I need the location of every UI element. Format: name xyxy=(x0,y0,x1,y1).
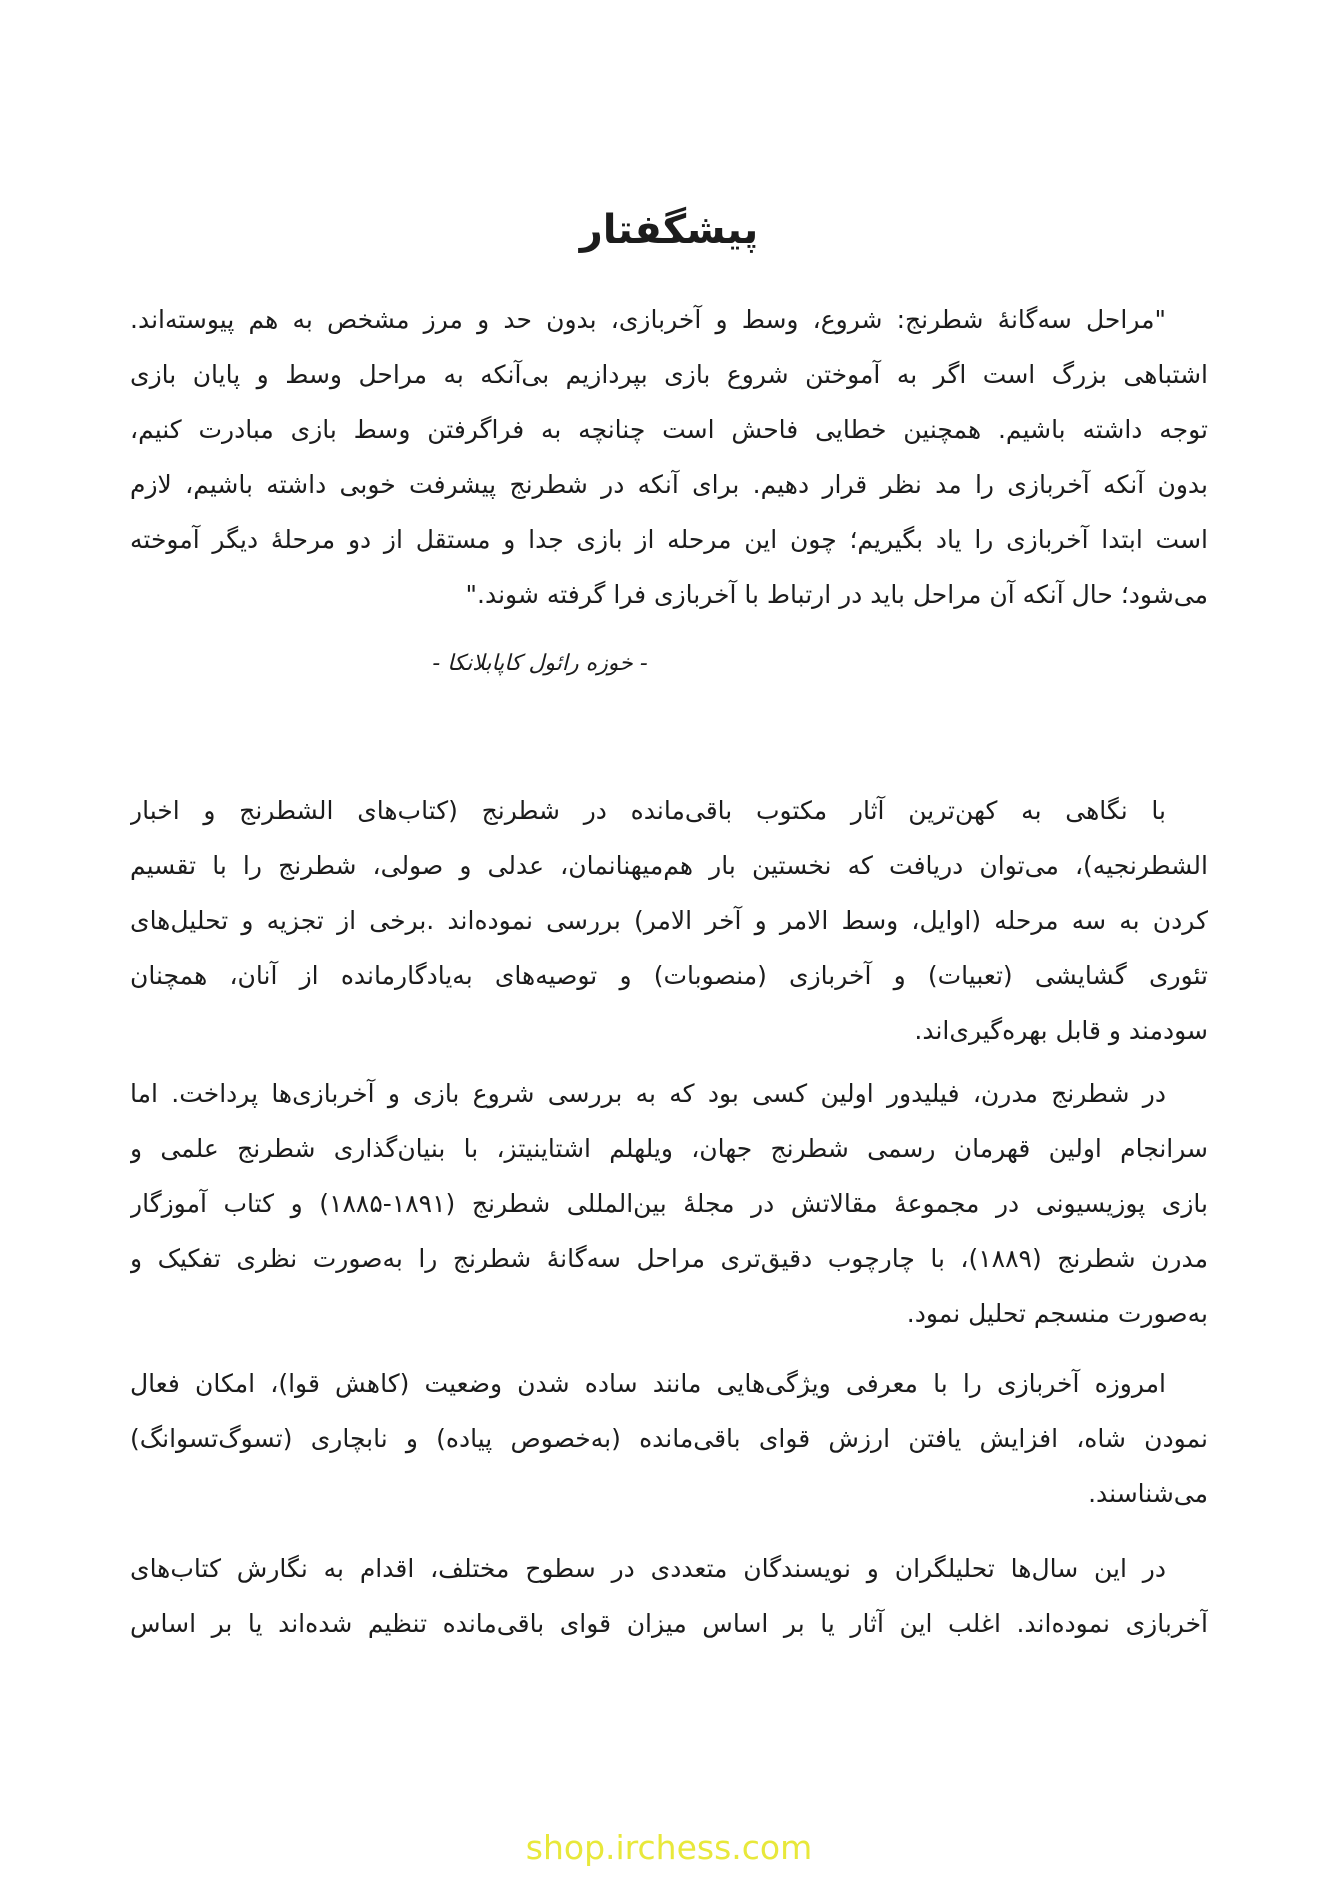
quote-line: توجه داشته باشیم. همچنین خطایی فاحش است چنانچه به فراگرفتن وسط بازی مبادرت کنیم، xyxy=(130,415,1208,444)
paragraph-line: تئوری گشایشی (تعبیات) و آخربازی (منصوبات) و توصیه‌های به‌یادگارمانده از آنان، همچنان xyxy=(130,961,1208,990)
paragraph-line: به‌صورت منسجم تحلیل نمود. xyxy=(906,1299,1208,1328)
paragraph-line: کردن به سه مرحله (اوایل، وسط الامر و آخر الامر) بررسی نموده‌اند .برخی از تجزیه و تحلیل‌های xyxy=(130,906,1208,935)
quote-line: می‌شود؛ حال آنکه آن مراحل باید در ارتباط با آخربازی فرا گرفته شوند." xyxy=(465,580,1208,609)
quote-line: است ابتدا آخربازی را یاد بگیریم؛ چون این مرحله از بازی جدا و مستقل از دو مرحلهٔ دیگر آموخته xyxy=(130,525,1208,554)
paragraph-line: در شطرنج مدرن، فیلیدور اولین کسی بود که به بررسی شروع بازی و آخربازی‌ها پرداخت. اما xyxy=(130,1079,1166,1108)
paragraph xyxy=(130,783,1208,1058)
quote-line: "مراحل سه‌گانهٔ شطرنج: شروع، وسط و آخربازی، بدون حد و مرز مشخص به هم پیوسته‌اند. xyxy=(130,305,1166,334)
paragraph-line: با نگاهی به کهن‌ترین آثار مکتوب باقی‌مانده در شطرنج (کتاب‌های الشطرنج و اخبار xyxy=(130,796,1166,825)
paragraph-line: الشطرنجیه)، می‌توان دریافت که نخستین بار هم‌میهنانمان، عدلی و صولی، شطرنج را با تقسیم xyxy=(130,851,1208,880)
paragraph-line: آخربازی نموده‌اند. اغلب این آثار یا بر اساس میزان قوای باقی‌مانده تنظیم شده‌اند یا بر اساس xyxy=(130,1609,1208,1638)
quote-line: بدون آنکه آخربازی را مد نظر قرار دهیم. برای آنکه در شطرنج پیشرفت خوبی داشته باشیم، لازم xyxy=(130,470,1208,499)
paragraph-line: بازی پوزیسیونی در مجموعهٔ مقالاتش در مجلهٔ بین‌المللی شطرنج (۱۸۹۱-۱۸۸۵) و کتاب آموزگار xyxy=(130,1189,1208,1218)
paragraph-line: امروزه آخربازی را با معرفی ویژگی‌هایی مانند ساده شدن وضعیت (کاهش قوا)، امکان فعال xyxy=(130,1369,1166,1398)
page-title: پیشگفتار xyxy=(579,207,759,253)
paragraph xyxy=(130,1541,1208,1651)
footer xyxy=(0,1825,1338,1870)
paragraph-line: در این سال‌ها تحلیلگران و نویسندگان متعددی در سطوح مختلف، اقدام به نگارش کتاب‌های xyxy=(130,1554,1166,1583)
paragraph-line: مدرن شطرنج (۱۸۸۹)، با چارچوب دقیق‌تری مراحل سه‌گانهٔ شطرنج را به‌صورت نظری تفکیک و xyxy=(130,1244,1208,1273)
paragraph-line: نمودن شاه، افزایش یافتن ارزش قوای باقی‌مانده (به‌خصوص پیاده) و نابچاری (تسوگ‌تسوانگ) xyxy=(130,1424,1208,1453)
paragraph-line: سرانجام اولین قهرمان رسمی شطرنج جهان، ویلهلم اشتاینیتز، با بنیان‌گذاری شطرنج علمی و xyxy=(130,1134,1208,1163)
paragraph xyxy=(130,1356,1208,1521)
quote-attribution: - خوزه رائول کاپابلانکا - xyxy=(432,651,648,676)
quote-line: اشتباهی بزرگ است اگر به آموختن شروع بازی بپردازیم بی‌آنکه به مراحل وسط و پایان بازی xyxy=(130,360,1208,389)
paragraph-line: می‌شناسند. xyxy=(1088,1479,1208,1508)
paragraph xyxy=(130,1066,1208,1341)
footer-url: shop.irchess.com xyxy=(525,1828,813,1867)
quote-block xyxy=(130,292,1208,622)
paragraph-line: سودمند و قابل بهره‌گیری‌اند. xyxy=(914,1016,1208,1045)
